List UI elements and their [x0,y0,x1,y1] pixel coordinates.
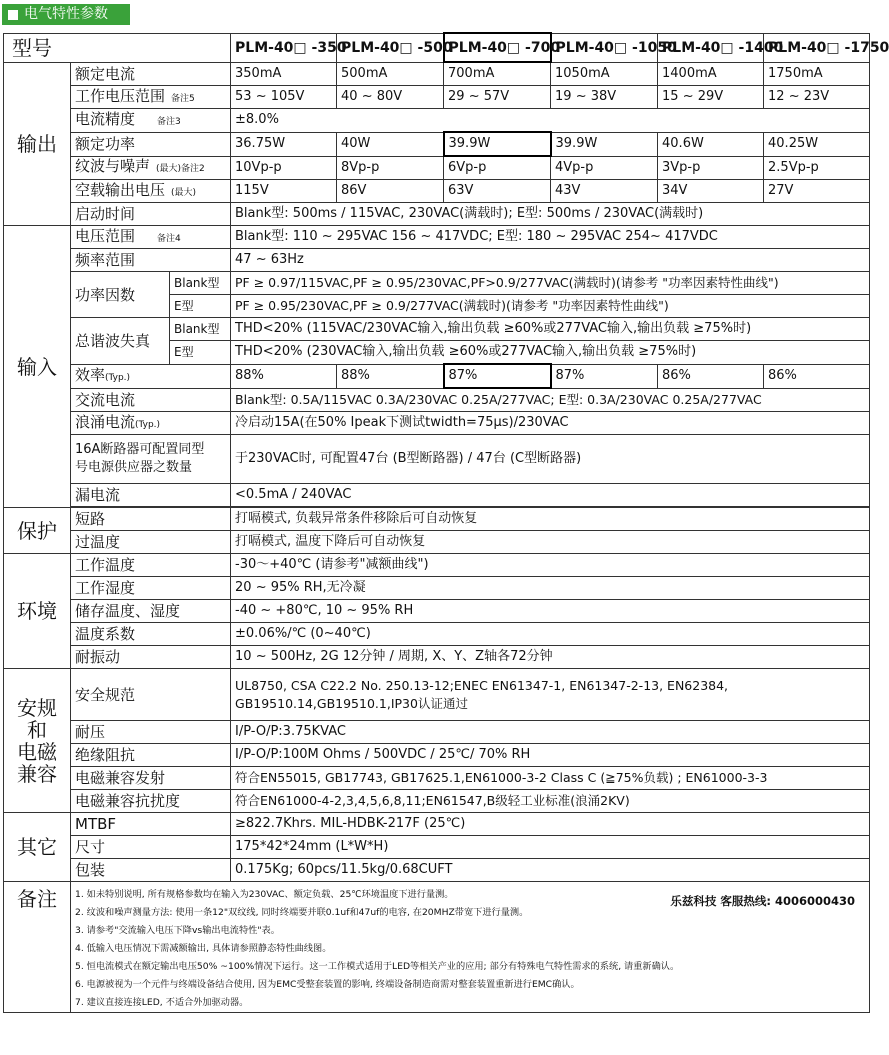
value-cell: 47 ~ 63Hz [231,249,870,272]
value-cell: 10Vp-p [231,156,337,180]
label-mtbf: MTBF [71,813,231,836]
value-cell: 29 ~ 57V [444,86,551,109]
value-cell: 27V [764,180,870,203]
row-emc-immunity [4,790,870,813]
row-no-load-voltage [4,180,870,203]
label-line-1: 16A断路器可配置同型 [75,442,205,457]
value-cell: 39.9W [444,132,551,156]
value-cell: 3Vp-p [658,156,764,180]
note-line: 3. 请参考"交流输入电压下降vs输出电流特性"表。 [75,925,280,936]
value-cell: 87% [444,364,551,388]
category-output: 输出 [4,62,71,226]
value-line-1: UL8750, CSA C22.2 No. 250.13-12;ENEC EN61347-1, EN61347-2-13, EN62384, [235,677,729,693]
label-text: 纹波与噪声 [75,157,151,176]
row-efficiency [4,364,870,388]
value-cell: 40 ~ 80V [337,86,444,109]
label-text: 工作电压范围 [75,86,166,105]
row-vibration [4,646,870,669]
value-cell: THD<20% (230VAC输入,输出负载 ≥60%或277VAC输入,输出负载 ≥75%时) [231,341,870,365]
category-notes: 备注 [4,882,71,1013]
notes-cell [71,882,870,1013]
value-cell: 88% [337,364,444,388]
value-cell: 86% [764,364,870,388]
value-cell: 86% [658,364,764,388]
label-pf-blank: Blank型 [170,272,231,295]
row-startup [4,203,870,226]
square-icon [8,10,18,20]
value-cell: 53 ~ 105V [231,86,337,109]
note-line: 1. 如未特别说明, 所有规格参数均在输入为230VAC、额定负载、25℃环境温度下进行量测。 [75,889,454,900]
value-cell: 20 ~ 95% RH,无冷凝 [231,577,870,600]
row-short-circuit [4,508,870,531]
label-short-circuit: 短路 [71,508,231,531]
value-cell: 115V [231,180,337,203]
model-1050: PLM-40□ -1050 [551,33,658,62]
value-cell: 86V [337,180,444,203]
value-cell: Blank型: 500ms / 115VAC, 230VAC(满载时); E型: 500ms / 230VAC(满载时) [231,203,870,226]
row-over-temp [4,531,870,554]
row-withstand [4,721,870,744]
label-withstand: 耐压 [71,721,231,744]
row-thd-blank [4,318,870,341]
note-ref: 备注4 [157,233,181,244]
value-cell: THD<20% (115VAC/230VAC输入,输出负载 ≥60%或277VAC输入,输出负载 ≥75%时) [231,318,870,341]
label-isolation: 绝缘阻抗 [71,744,231,767]
section-title-bar [2,4,130,25]
category-line: 和 [27,717,47,742]
value-cell: 打嗝模式, 负载异常条件移除后可自动恢复 [231,508,870,531]
value-cell: 19 ~ 38V [551,86,658,109]
row-voltage-range [4,86,870,109]
label-text: 空载输出电压 [75,180,166,199]
value-line-2: GB19510.14,GB19510.1,IP30认证通过 [235,695,468,711]
value-cell: 于230VAC时, 可配置47台 (B型断路器) / 47台 (C型断路器) [231,435,870,484]
row-safety-standards [4,669,870,721]
category-protection: 保护 [4,508,71,554]
label-text: 电流精度 [75,109,136,128]
value-cell: 冷启动15A(在50% Ipeak下测试twidth=75μs)/230VAC [231,412,870,435]
label-efficiency [71,364,231,388]
value-cell: PF ≥ 0.95/230VAC,PF ≥ 0.9/277VAC(满载时)(请参考 "功率因素特性曲线") [231,295,870,318]
row-notes [4,882,870,1013]
row-current-accuracy [4,109,870,133]
row-rated-power [4,132,870,156]
hotline: 乐兹科技 客服热线: 4006000430 [670,894,856,908]
label-inrush [71,412,231,435]
value-cell: 0.175Kg; 60pcs/11.5kg/0.68CUFT [231,859,870,882]
label-storage: 储存温度、湿度 [71,600,231,623]
row-temp-coeff [4,623,870,646]
row-work-humidity [4,577,870,600]
category-line: 安规 [17,695,57,720]
label-power-factor: 功率因数 [71,272,170,318]
value-cell: 34V [658,180,764,203]
value-cell: 8Vp-p [337,156,444,180]
model-row [4,33,870,62]
row-rated-current [4,62,870,86]
value-cell: PF ≥ 0.97/115VAC,PF ≥ 0.95/230VAC,PF>0.9/277VAC(满载时)(请参考 "功率因素特性曲线") [231,272,870,295]
note-line: 5. 恒电流模式在额定输出电压50% ~100%情况下运行。这一工作模式适用于LED等相关产业的应用; 部分有特殊电气特性需求的系统, 请重新确认。 [75,961,680,972]
row-mtbf [4,813,870,836]
category-line: 兼容 [17,761,57,786]
category-safety-emc [4,669,71,813]
note-line: 4. 低输入电压情况下需减额输出, 具体请参照静态特性曲线图。 [75,943,332,954]
label-startup: 启动时间 [71,203,231,226]
label-voltage-range [71,86,231,109]
spec-table [3,32,889,1013]
model-label: 型号 [4,33,231,62]
value-cell: Blank型: 110 ~ 295VAC 156 ~ 417VDC; E型: 180 ~ 295VAC 254~ 417VDC [231,226,870,249]
value-cell: ±8.0% [231,109,870,133]
note-ref: (最大)备注2 [156,164,205,175]
label-text: 电压范围 [75,226,136,245]
value-cell: 43V [551,180,658,203]
value-cell: 40.25W [764,132,870,156]
category-line: 电磁 [17,739,57,764]
row-size [4,836,870,859]
label-package: 包装 [71,859,231,882]
note-ref: (最大) [171,187,197,198]
model-1400: PLM-40□ -1400 [658,33,764,62]
value-cell: ±0.06%/℃ (0~40℃) [231,623,870,646]
row-storage [4,600,870,623]
value-cell: -30〜+40℃ (请参考"减额曲线") [231,554,870,577]
value-cell: 4Vp-p [551,156,658,180]
value-cell: 40.6W [658,132,764,156]
value-cell: 700mA [444,62,551,86]
value-cell: 打嗝模式, 温度下降后可自动恢复 [231,531,870,554]
label-current-accuracy [71,109,231,133]
value-cell: 符合EN61000-4-2,3,4,5,6,8,11;EN61547,B级轻工业标准(浪涌2KV) [231,790,870,813]
section-title: 电气特性参数 [24,6,108,22]
value-cell: 2.5Vp-p [764,156,870,180]
row-leakage [4,484,870,507]
label-frequency: 频率范围 [71,249,231,272]
value-cell: I/P-O/P:3.75KVAC [231,721,870,744]
label-pf-e: E型 [170,295,231,318]
value-cell: 39.9W [551,132,658,156]
label-thd-blank: Blank型 [170,318,231,341]
note-line: 2. 纹波和噪声测量方法: 使用一条12"双纹线, 同时终端要并联0.1uf和47uf的电容, 在20MHZ带宽下进行量测。 [75,907,529,918]
label-ac-current: 交流电流 [71,388,231,412]
value-cell: 符合EN55015, GB17743, GB17625.1,EN61000-3-2 Class C (≧75%负载) ; EN61000-3-3 [231,767,870,790]
label-work-humidity: 工作湿度 [71,577,231,600]
value-cell: 1400mA [658,62,764,86]
label-rated-power: 额定功率 [71,132,231,156]
row-isolation [4,744,870,767]
value-cell: 87% [551,364,658,388]
model-350: PLM-40□ -350 [231,33,337,62]
label-work-temp: 工作温度 [71,554,231,577]
label-rated-current: 额定电流 [71,62,231,86]
value-cell [231,669,870,721]
value-cell: 175*42*24mm (L*W*H) [231,836,870,859]
note-ref: 备注3 [157,116,181,127]
label-breaker [71,435,231,484]
row-package [4,859,870,882]
value-cell: ≥822.7Khrs. MIL-HDBK-217F (25℃) [231,813,870,836]
note-ref: 备注5 [171,93,195,104]
label-line-2: 号电源供应器之数量 [75,460,193,475]
label-leakage: 漏电流 [71,484,231,507]
row-emc-emission [4,767,870,790]
model-500: PLM-40□ -500 [337,33,444,62]
label-no-load-voltage [71,180,231,203]
value-cell: 10 ~ 500Hz, 2G 12分钟 / 周期, X、Y、Z轴各72分钟 [231,646,870,669]
label-size: 尺寸 [71,836,231,859]
category-others: 其它 [4,813,71,882]
note-ref: (Typ.) [135,419,161,430]
model-1750: PLM-40□ -1750 [764,33,870,62]
row-pf-blank [4,272,870,295]
label-thd-e: E型 [170,341,231,365]
label-emc-immunity: 电磁兼容抗扰度 [71,790,231,813]
value-cell: -40 ~ +80℃, 10 ~ 95% RH [231,600,870,623]
value-cell: 1050mA [551,62,658,86]
label-vibration: 耐振动 [71,646,231,669]
value-cell: 36.75W [231,132,337,156]
value-cell: Blank型: 0.5A/115VAC 0.3A/230VAC 0.25A/277VAC; E型: 0.3A/230VAC 0.25A/277VAC [231,388,870,412]
label-input-voltage [71,226,231,249]
row-inrush [4,412,870,435]
label-text: 效率 [75,365,106,384]
category-environment: 环境 [4,554,71,669]
row-work-temp [4,554,870,577]
label-thd: 总谐波失真 [71,318,170,365]
row-ac-current [4,388,870,412]
value-cell: 12 ~ 23V [764,86,870,109]
row-breaker [4,435,870,484]
value-cell: 63V [444,180,551,203]
note-ref: (Typ.) [105,372,131,383]
value-cell: 40W [337,132,444,156]
note-line: 6. 电源被视为一个元件与终端设备结合使用, 因为EMC受整套装置的影响, 终端设备制造商需对整套装置重新进行EMC确认。 [75,979,580,990]
value-cell: 1750mA [764,62,870,86]
label-ripple [71,156,231,180]
value-cell: 350mA [231,62,337,86]
value-cell: 88% [231,364,337,388]
value-cell: 15 ~ 29V [658,86,764,109]
row-ripple [4,156,870,180]
value-cell: 500mA [337,62,444,86]
label-text: 浪涌电流 [75,412,136,431]
label-emc-emission: 电磁兼容发射 [71,767,231,790]
label-over-temp: 过温度 [71,531,231,554]
model-700: PLM-40□ -700 [444,33,551,62]
label-safety-standards: 安全规范 [71,669,231,721]
row-frequency [4,249,870,272]
row-input-voltage [4,226,870,249]
label-temp-coeff: 温度系数 [71,623,231,646]
value-cell: <0.5mA / 240VAC [231,484,870,507]
value-cell: I/P-O/P:100M Ohms / 500VDC / 25℃/ 70% RH [231,744,870,767]
category-input: 输入 [4,226,71,508]
value-cell: 6Vp-p [444,156,551,180]
note-line: 7. 建议直接连接LED, 不适合外加驱动器。 [75,997,249,1008]
